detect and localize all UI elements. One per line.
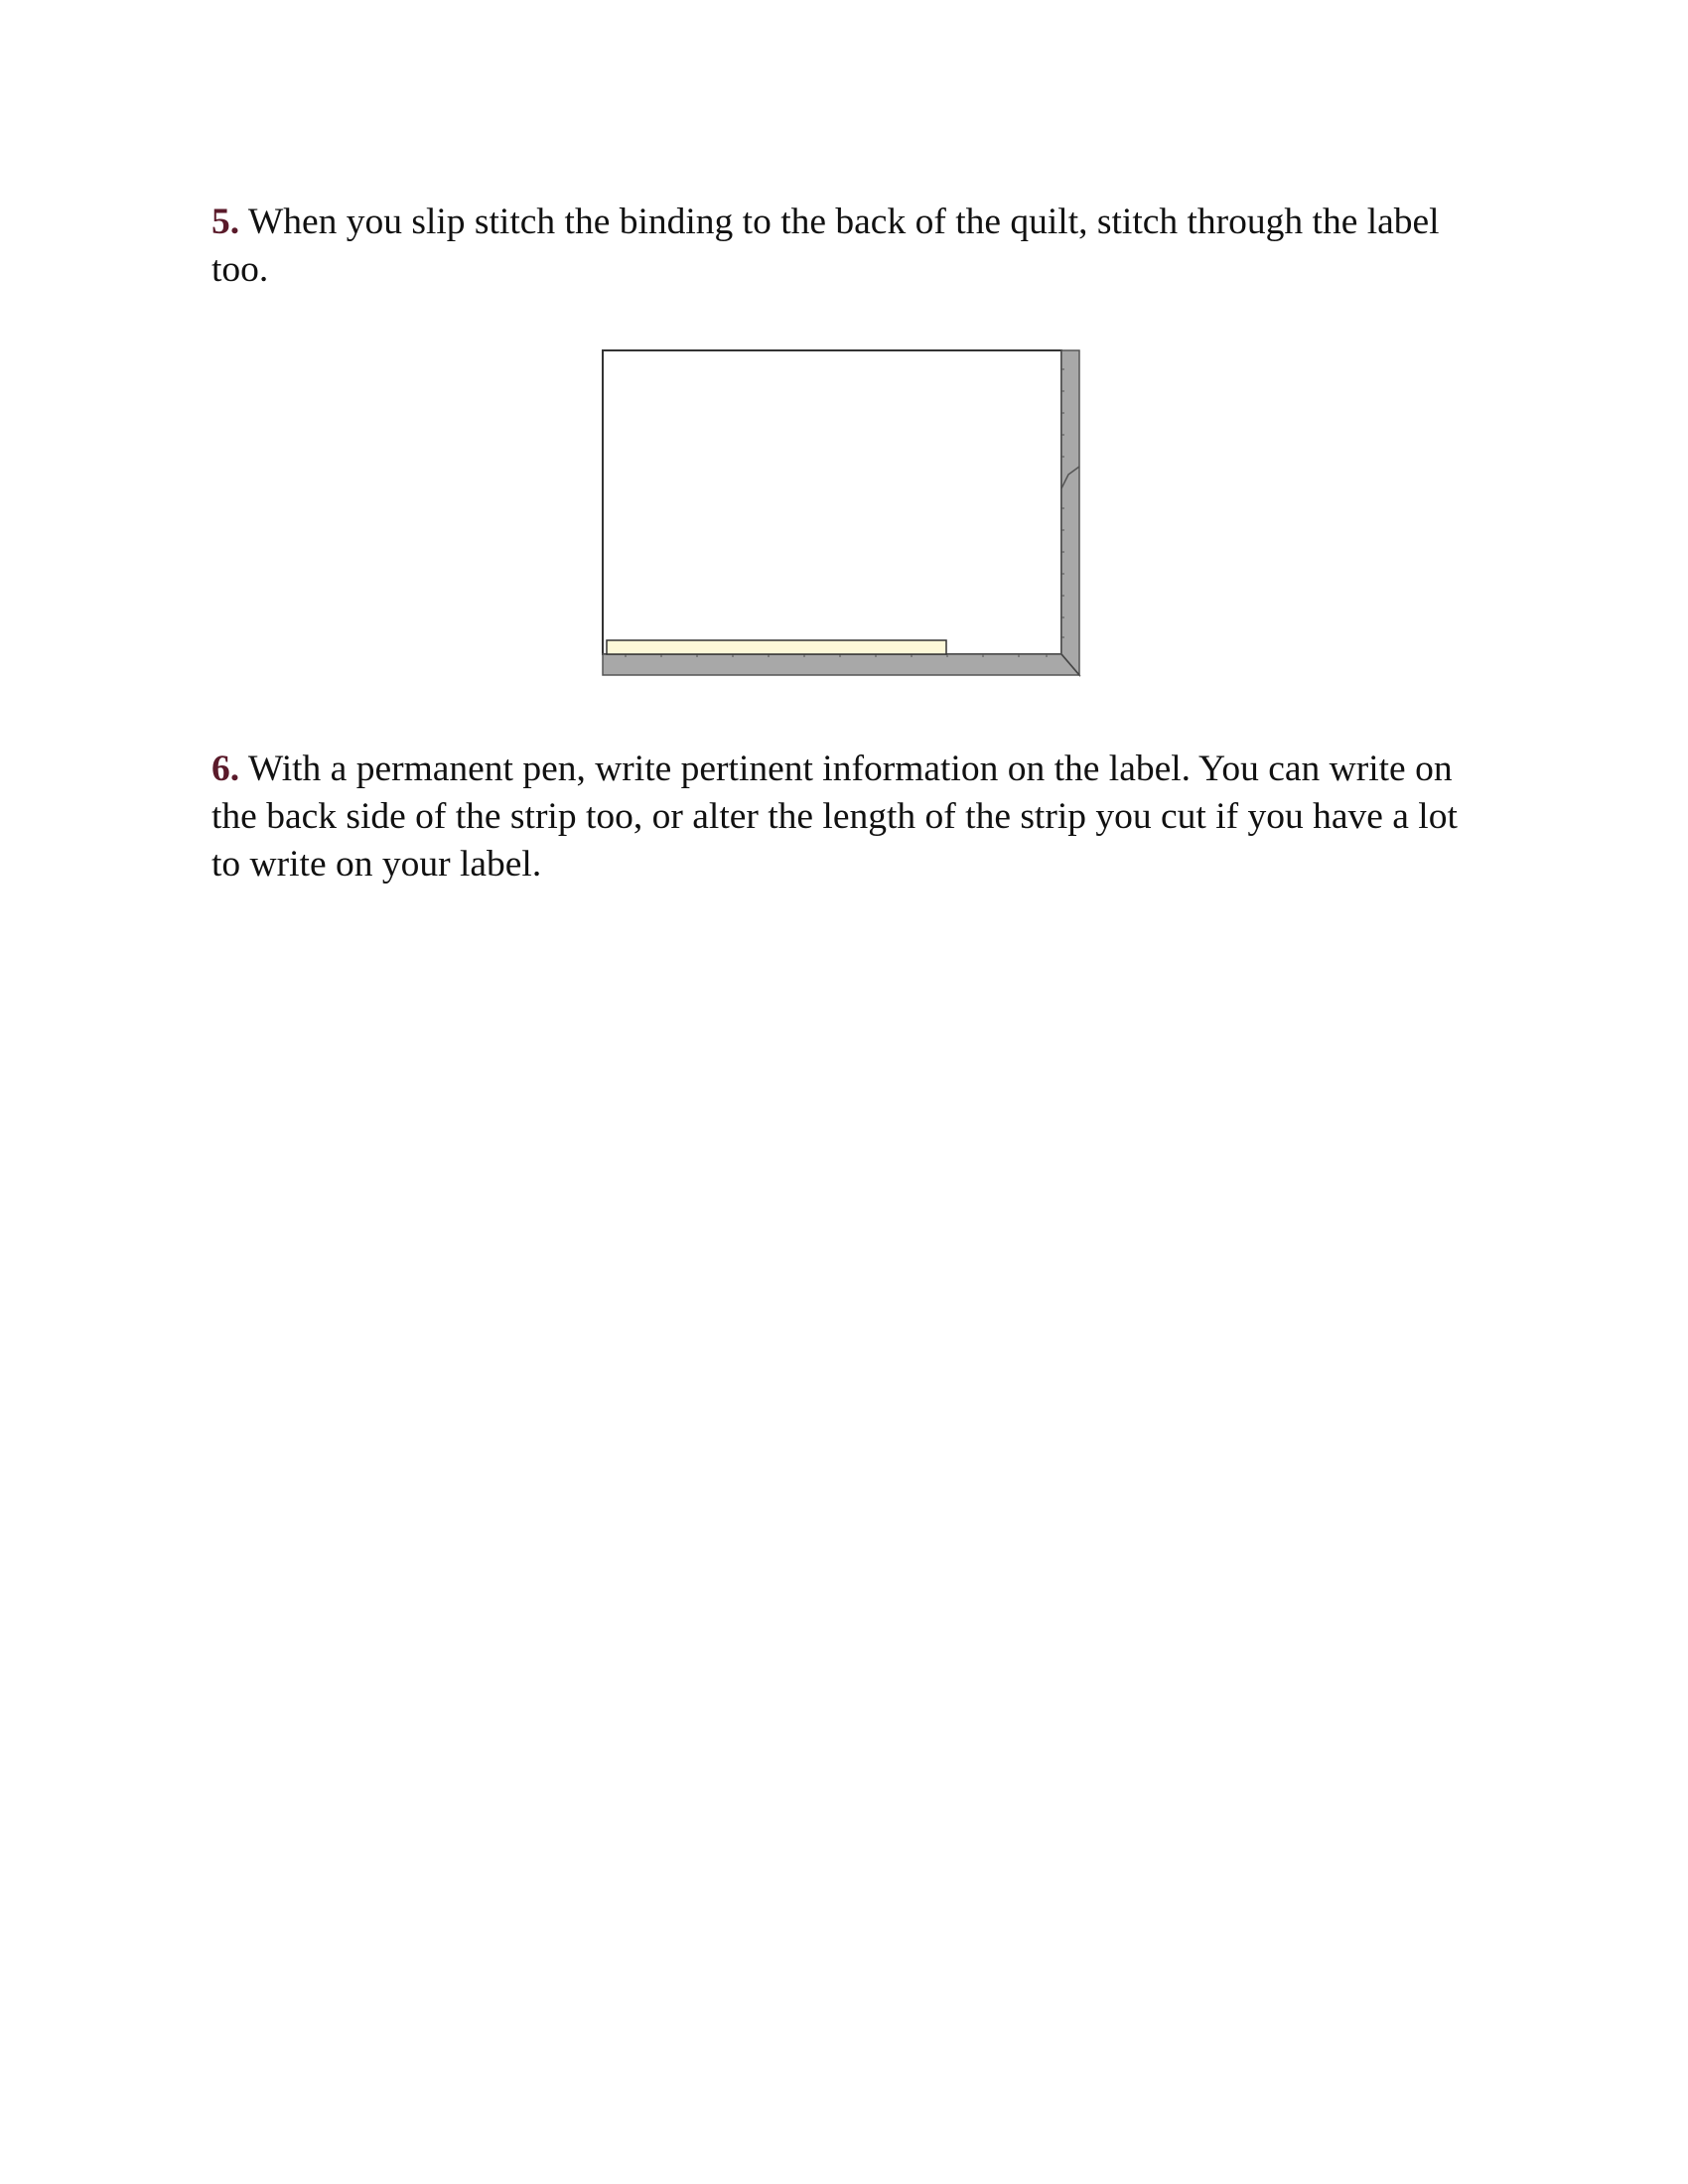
label-strip xyxy=(607,640,946,654)
step-6-number: 6. xyxy=(211,749,240,789)
quilt-corner-binding-label-illustration xyxy=(602,349,1081,677)
bottom-binding xyxy=(603,654,1079,675)
right-binding xyxy=(1061,350,1079,675)
step-5-paragraph xyxy=(211,199,1492,294)
step-5-number: 5. xyxy=(211,202,240,242)
quilt-corner-svg xyxy=(602,349,1081,677)
step-6-paragraph xyxy=(211,746,1492,888)
step-6-text: With a permanent pen, write pertinent information on the label. You can write on the back side of the strip too, or alter the length of the strip you cut if you have a lot to write on your label. xyxy=(211,749,1458,885)
quilt-back-panel xyxy=(603,350,1061,654)
step-5-text: When you slip stitch the binding to the back of the quilt, stitch through the label too. xyxy=(211,202,1440,290)
